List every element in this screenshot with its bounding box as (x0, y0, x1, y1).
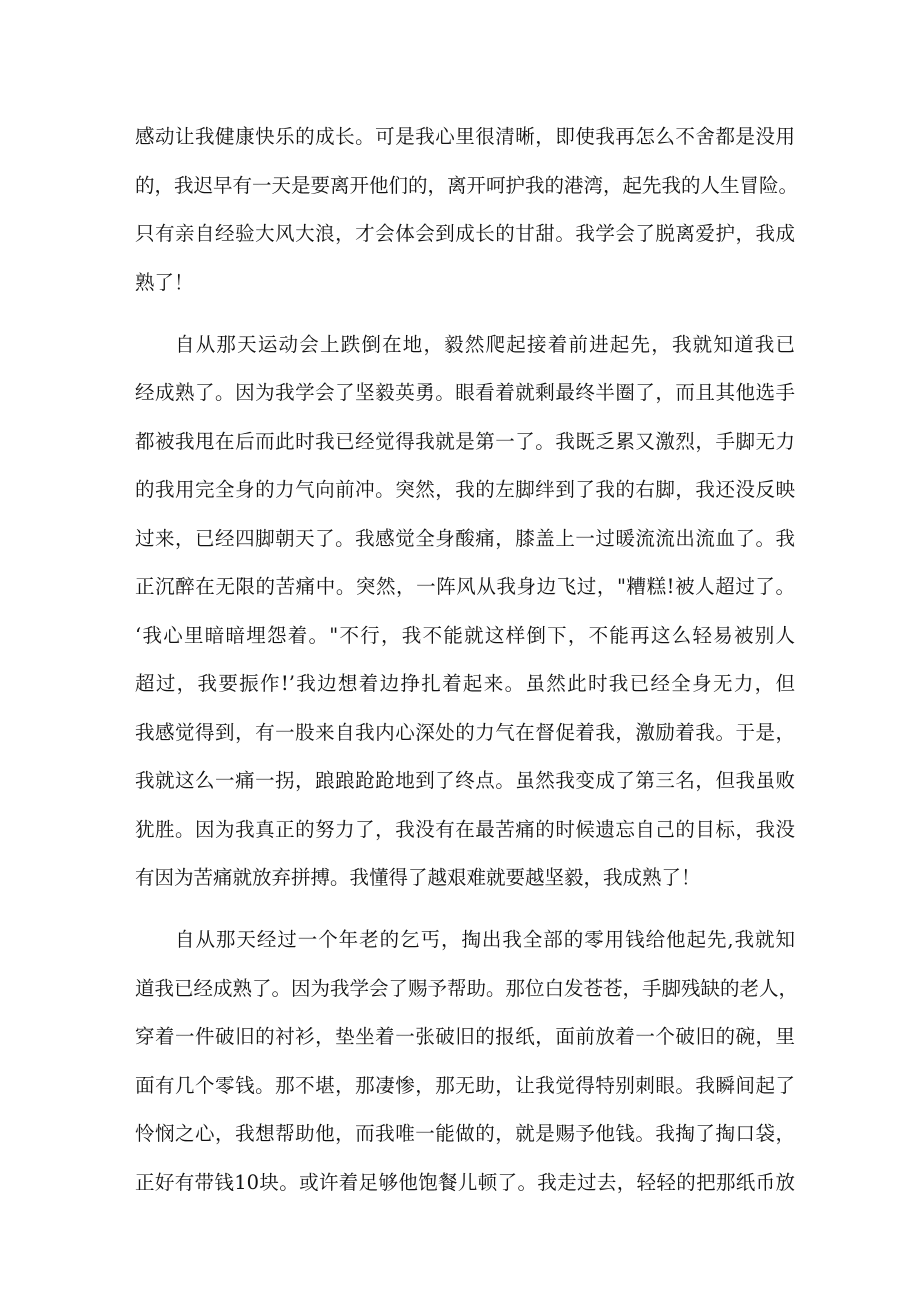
text-line: 自从那天经过一个年老的乞丐，掏出我全部的零用钱给他起先,我就知 (175, 928, 795, 952)
text-line: 正沉醉在无限的苦痛中。突然，一阵风从我身边飞过，"糟糕!被人超过了。 (135, 575, 795, 599)
text-line: 超过，我要振作!’我边想着边挣扎着起来。虽然此时我已经全身无力，但 (135, 672, 795, 696)
paragraph-2 (135, 329, 795, 911)
text-line: 只有亲自经验大风大浪，才会体会到成长的甘甜。我学会了脱离爱护，我成 (135, 222, 795, 245)
text-line: 经成熟了。因为我学会了坚毅英勇。眼看着就剩最终半圈了，而且其他选手 (135, 381, 795, 405)
text-line: 的，我迟早有一天是要离开他们的，离开呵护我的港湾，起先我的人生冒险。 (135, 173, 799, 197)
text-line: 有因为苦痛就放弃拼搏。我懂得了越艰难就要越坚毅，我成熟了！ (135, 866, 701, 890)
paragraph-3 (135, 924, 799, 1215)
document-body (135, 121, 799, 1215)
text-line: 我感觉得到，有一股来自我内心深处的力气在督促着我，激励着我。于是， (135, 720, 795, 744)
text-line: 穿着一件破旧的衬衫，垫坐着一张破旧的报纸，面前放着一个破旧的碗，里 (135, 1025, 795, 1049)
text-line: 自从那天运动会上跌倒在地，毅然爬起接着前进起先，我就知道我已 (175, 332, 795, 356)
text-line: 我就这么一痛一拐，踉踉跄跄地到了终点。虽然我变成了第三名，但我虽败 (135, 769, 795, 793)
text-line: 犹胜。因为我真正的努力了，我没有在最苦痛的时候遗忘自己的目标，我没 (135, 817, 795, 841)
text-line: 怜悯之心，我想帮助他，而我唯一能做的，就是赐予他钱。我掏了掏口袋， (135, 1122, 795, 1146)
text-line: 的我用完全身的力气向前冲。突然，我的左脚绊到了我的右脚，我还没反映 (135, 478, 795, 502)
text-line: 道我已经成熟了。因为我学会了赐予帮助。那位白发苍苍，手脚残缺的老人， (135, 976, 799, 1000)
text-line: 过来，已经四脚朝天了。我感觉全身酸痛，膝盖上一过暖流流出流血了。我 (135, 526, 795, 550)
text-line: 正好有带钱10块。或许着足够他饱餐儿顿了。我走过去，轻轻的把那纸币放 (135, 1170, 795, 1194)
paragraph-1 (135, 121, 799, 315)
text-line: 面有几个零钱。那不堪，那凄惨，那无助，让我觉得特别刺眼。我瞬间起了 (135, 1073, 795, 1097)
text-line: 感动让我健康快乐的成长。可是我心里很清晰，即使我再怎么不舍都是没用 (135, 125, 795, 148)
text-line: 熟了！ (135, 270, 194, 294)
text-line: 都被我甩在后而此时我已经觉得我就是第一了。我既乏累又激烈，手脚无力 (135, 429, 795, 453)
text-line: ‘我心里暗暗埋怨着。"不行，我不能就这样倒下，不能再这么轻易被别人 (135, 623, 795, 647)
